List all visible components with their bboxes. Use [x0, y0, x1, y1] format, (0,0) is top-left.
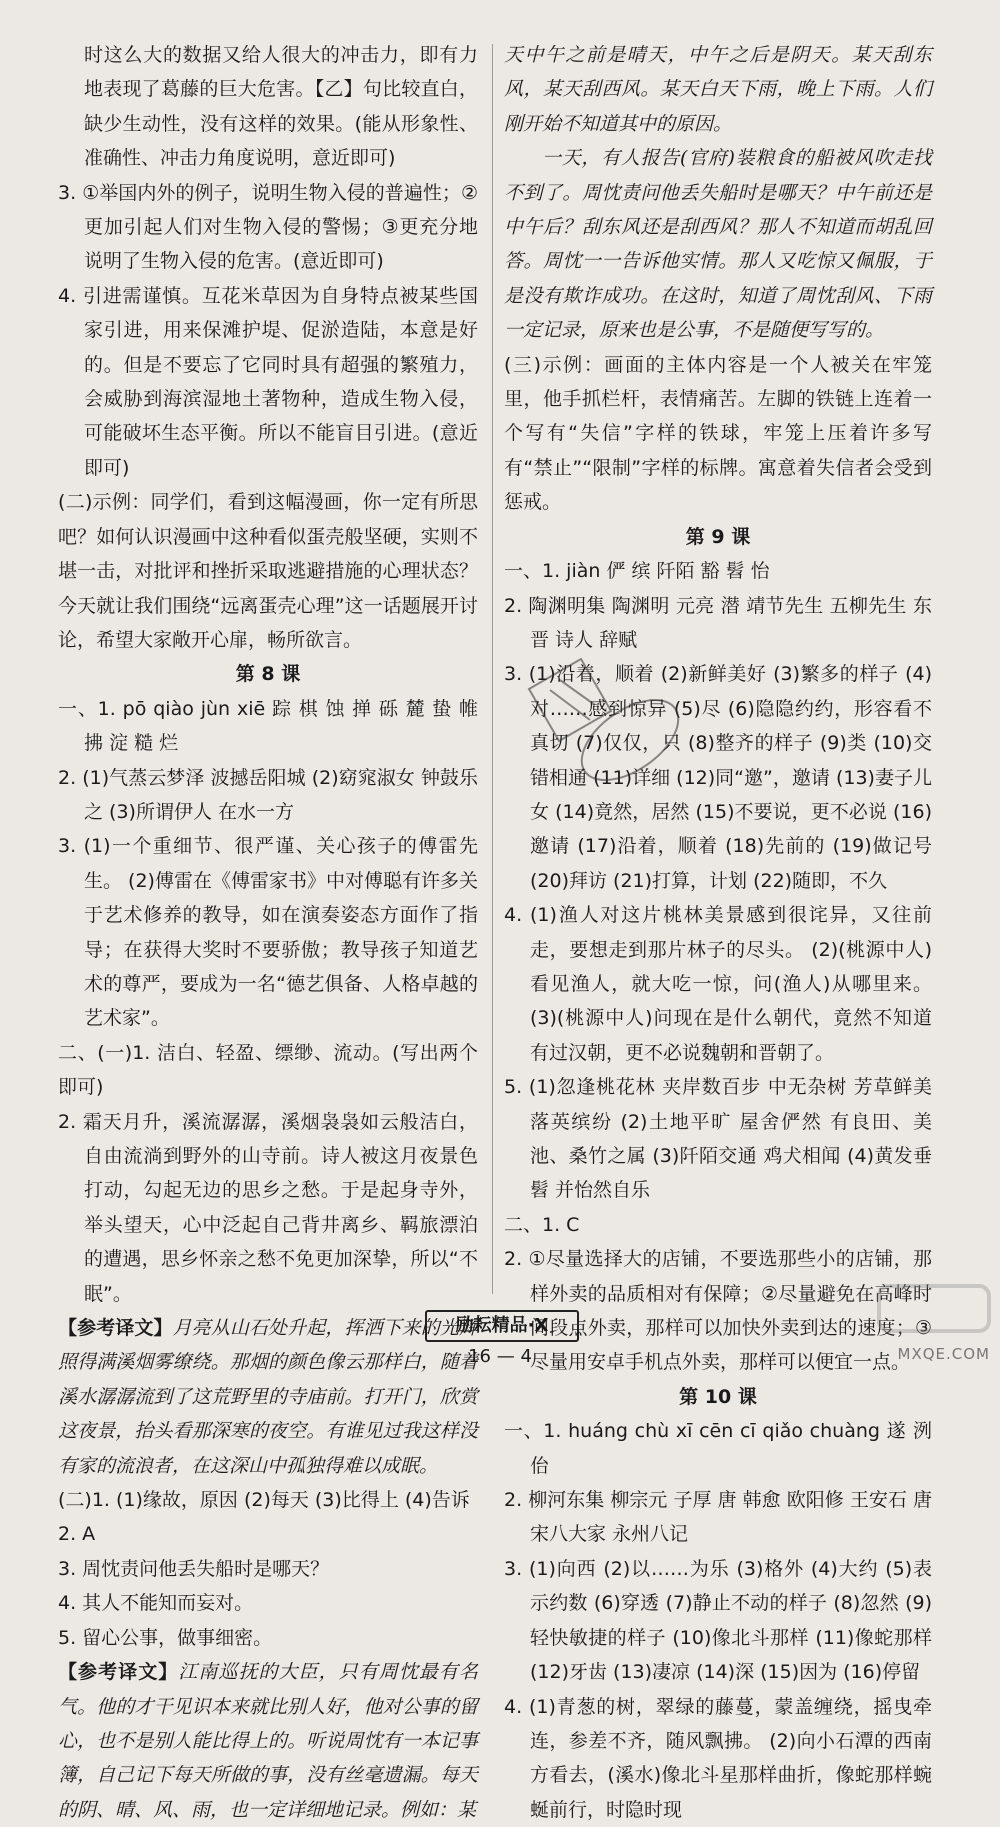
answer-paragraph: 4. 其人不能知而妄对。 [58, 1586, 478, 1620]
answer-paragraph: 二、(一)1. 洁白、轻盈、缥缈、流动。(写出两个即可) [58, 1036, 478, 1105]
brand-label: 励耘精品·X [425, 1310, 579, 1342]
reference-label: 【参考译文】 [58, 1317, 173, 1339]
left-column [58, 38, 478, 1827]
answer-paragraph: 4. 引进需谨慎。互花米草因为自身特点被某些国家引进，用来保滩护堤、促淤造陆，本意是好的。但是不要忘了它同时具有超强的繁殖力，会威胁到海滨湿地土著物种，造成生物入侵，可能破坏生态平衡。所以不能盲目引进。(意近即可) [58, 279, 478, 485]
answer-paragraph: (三)示例：画面的主体内容是一个人被关在牢笼里，他手抓栏杆，表情痛苦。左脚的铁链上连着一个写有“失信”字样的铁球，牢笼上压着许多写有“禁止”“限制”字样的标牌。寓意着失信者会受到惩戒。 [504, 348, 932, 520]
answer-paragraph: 3. ①举国内外的例子，说明生物入侵的普遍性；②更加引起人们对生物入侵的警惕；③更充分地说明了生物入侵的危害。(意近即可) [58, 176, 478, 279]
answer-paragraph: 一、1. huáng chù xī cēn cī qiǎo chuàng 遂 洌 佁 [504, 1414, 932, 1483]
answer-paragraph: 3. (1)沿着，顺着 (2)新鲜美好 (3)繁多的样子 (4)对……感到惊异 (5)尽 (6)隐隐约约，形容看不真切 (7)仅仅，只 (8)整齐的样子 (9)类 (10)交错相通 (11)详细 (12)同“邀”，邀请 (13)妻子儿女 (14)竟然，居然 (15)不要说，更不必说 (16)邀请 (17)沿着，顺着 (18)先前的 (19)做记号 (20)拜访 (21)打算，计划 (22)随即，不久 [504, 657, 932, 898]
answer-paragraph: (二)示例：同学们，看到这幅漫画，你一定有所思吧？如何认识漫画中这种看似蛋壳般坚硬，实则不堪一击，对批评和挫折采取逃避措施的心理状态？今天就让我们围绕“远离蛋壳心理”这一话题展开讨论，希望大家敞开心扉，畅所欲言。 [58, 485, 478, 657]
answer-paragraph: (二)1. (1)缘故，原因 (2)每天 (3)比得上 (4)告诉 [58, 1483, 478, 1517]
answer-paragraph: 2. 霜天月升，溪流潺潺，溪烟袅袅如云般洁白，自由流淌到野外的山寺前。诗人被这月夜景色打动，勾起无边的思乡之愁。于是起身寺外，举头望天，心中泛起自己背井离乡、羁旅漂泊的遭遇，思乡怀亲之愁不免更加深挚，所以“不眠”。 [58, 1105, 478, 1311]
reference-translation [58, 1655, 478, 1827]
column-divider [492, 44, 493, 1294]
reference-translation: 一天，有人报告(官府)装粮食的船被风吹走找不到了。周忱责问他丢失船时是哪天？中午前还是中午后？刮东风还是刮西风？那人不知道而胡乱回答。周忱一一告诉他实情。那人又吃惊又佩服，于是没有欺诈成功。在这时，知道了周忱刮风、下雨一定记录，原来也是公事，不是随便写写的。 [504, 141, 932, 347]
lesson-title: 第 9 课 [504, 520, 932, 554]
answer-paragraph: 2. 陶渊明集 陶渊明 元亮 潜 靖节先生 五柳先生 东晋 诗人 辞赋 [504, 589, 932, 658]
answer-paragraph: 一、1. jiàn 俨 缤 阡陌 豁 髫 怡 [504, 554, 932, 588]
reference-text: 江南巡抚的大臣，只有周忱最有名气。他的才干见识本来就比别人好，他对公事的留心，也不是别人能比得上的。听说周忱有一本记事簿，自己记下每天所做的事，没有丝毫遗漏。每天的阴、晴、风、雨，也一定详细地记录。例如：某 [58, 1661, 478, 1821]
answer-paragraph: 2. 柳河东集 柳宗元 子厚 唐 韩愈 欧阳修 王安石 唐宋八大家 永州八记 [504, 1483, 932, 1552]
right-column [504, 38, 932, 1827]
lesson-title: 第 10 课 [504, 1380, 932, 1414]
reference-label: 【参考译文】 [58, 1661, 178, 1683]
answer-paragraph: 2. ①尽量选择大的店铺，不要选那些小的店铺，那样外卖的品质相对有保障；②尽量避免在高峰时间段点外卖，那样可以加快外卖到达的速度；③尽量用安卓手机点外卖，那样可以便宜一点。 [504, 1242, 932, 1380]
answer-paragraph: 2. (1)气蒸云梦泽 波撼岳阳城 (2)窈窕淑女 钟鼓乐之 (3)所谓伊人 在水一方 [58, 761, 478, 830]
answer-paragraph: 2. A [58, 1517, 478, 1551]
answer-paragraph: 时这么大的数据又给人很大的冲击力，即有力地表现了葛藤的巨大危害。【乙】句比较直白，缺少生动性，没有这样的效果。(能从形象性、准确性、冲击力角度说明，意近即可) [58, 38, 478, 176]
answer-paragraph: 一、1. pō qiào jùn xiē 踪 棋 蚀 掸 砾 麓 蛰 帷 拂 淀 糙 烂 [58, 692, 478, 761]
page-footer [0, 1310, 1000, 1365]
reference-text: 月亮从山石处升起，挥洒下来的光辉照得满溪烟雾缭绕。那烟的颜色像云那样白，随着溪水潺潺流到了这荒野里的寺庙前。打开门，欣赏这夜景，抬头看那深寒的夜空。有谁见过我这样没有家的流浪者，在这深山中孤独得难以成眠。 [58, 1317, 478, 1477]
answer-paragraph: 3. (1)向西 (2)以……为乐 (3)格外 (4)大约 (5)表示约数 (6)穿透 (7)静止不动的样子 (8)忽然 (9)轻快敏捷的样子 (10)像北斗那样 (11)像蛇那样 (12)牙齿 (13)凄凉 (14)深 (15)因为 (16)停留 [504, 1552, 932, 1690]
page-number: 16 — 4 [0, 1346, 1000, 1367]
watermark-text: MXQE.COM [898, 1345, 991, 1363]
answer-paragraph: 4. (1)渔人对这片桃林美景感到很诧异，又往前走，要想走到那片林子的尽头。 (2)(桃源中人)看见渔人，就大吃一惊，问(渔人)从哪里来。 (3)(桃源中人)问现在是什么朝代，竟然不知道有过汉朝，更不必说魏朝和晋朝了。 [504, 898, 932, 1070]
answer-paragraph: 4. (1)青葱的树，翠绿的藤蔓，蒙盖缠绕，摇曳牵连，参差不齐，随风飘拂。 (2)向小石潭的西南方看去，(溪水)像北斗星那样曲折，像蛇那样蜿蜒前行，时隐时现 [504, 1690, 932, 1827]
answer-paragraph: 3. 周忱责问他丢失船时是哪天？ [58, 1552, 478, 1586]
lesson-title: 第 8 课 [58, 657, 478, 691]
reference-translation: 天中午之前是晴天，中午之后是阴天。某天刮东风，某天刮西风。某天白天下雨，晚上下雨。人们刚开始不知道其中的原因。 [504, 38, 932, 141]
answer-paragraph: 5. 留心公事，做事细密。 [58, 1621, 478, 1655]
answer-paragraph: 3. (1)一个重细节、很严谨、关心孩子的傅雷先生。 (2)傅雷在《傅雷家书》中对傅聪有许多关于艺术修养的教导，如在演奏姿态方面作了指导；在获得大奖时不要骄傲；教导孩子知道艺术的尊严，要成为一名“德艺俱备、人格卓越的艺术家”。 [58, 829, 478, 1035]
answer-paragraph: 二、1. C [504, 1208, 932, 1242]
answer-paragraph: 5. (1)忽逢桃花林 夹岸数百步 中无杂树 芳草鲜美 落英缤纷 (2)土地平旷 屋舍俨然 有良田、美池、桑竹之属 (3)阡陌交通 鸡犬相闻 (4)黄发垂髫 并怡然自乐 [504, 1070, 932, 1208]
